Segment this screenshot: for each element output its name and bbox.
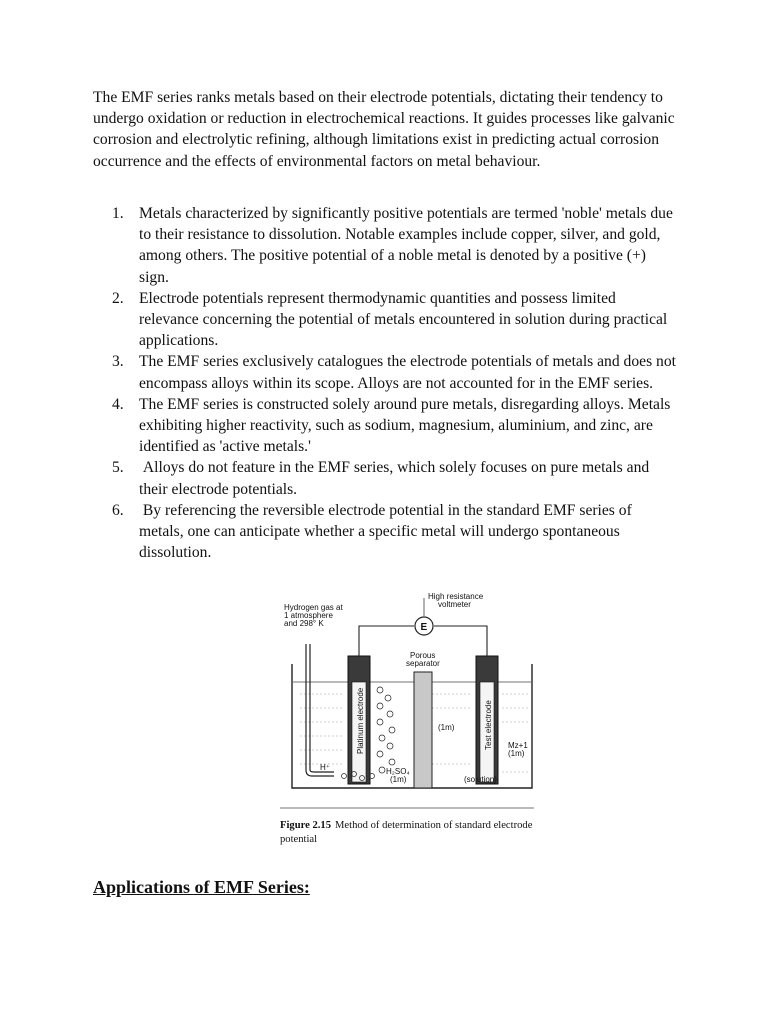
voltmeter-label-line1: High resistance xyxy=(428,592,484,601)
wire-right xyxy=(434,626,487,656)
list-number: 6. xyxy=(112,501,124,519)
voltmeter-label-line2: voltmeter xyxy=(438,600,471,609)
list-text: The EMF series exclusively catalogues the electrode potentials of metals and does not encompass alloys within its scope. Alloys are not accounted for in the EMF series. xyxy=(139,353,676,392)
list-number: 1. xyxy=(112,205,124,222)
list-item xyxy=(112,203,677,288)
voltmeter-symbol: E xyxy=(420,622,428,633)
list-item xyxy=(112,394,677,458)
hydrogen-label-line2: 1 atmosphere xyxy=(284,611,333,620)
test-electrode-label: Test electrode xyxy=(484,700,493,750)
metal-ion-label-line2: (1m) xyxy=(508,749,525,758)
electrochemical-cell-diagram xyxy=(270,586,542,816)
hydrogen-label-line3: and 298° K xyxy=(284,619,324,628)
solution-label: (solution) xyxy=(464,775,497,784)
list-text: The EMF series is constructed solely around pure metals, disregarding alloys. Metals exhibiting higher reactivity, such as sodium, magnesium, aluminium, and zinc, are identified as 'active metals.' xyxy=(139,395,671,456)
list-number: 4. xyxy=(112,395,124,413)
figure-caption-label: Figure 2.15 xyxy=(280,820,332,831)
platinum-electrode-label: Platinum electrode xyxy=(356,687,365,754)
wire-left xyxy=(359,626,414,656)
electrode-potential-figure xyxy=(270,586,542,852)
porous-separator xyxy=(414,672,432,788)
metal-ion-label-line1: Mz+1 xyxy=(508,741,528,750)
list-text: By referencing the reversible electrode potential in the standard EMF series of metals, one can anticipate whether a specific metal will undergo spontaneous dissolution. xyxy=(139,501,636,562)
applications-heading: Applications of EMF Series: xyxy=(93,877,310,897)
list-number: 3. xyxy=(112,353,124,371)
list-text: Alloys do not feature in the EMF series, which solely focuses on pure metals and their electrode potentials. xyxy=(139,459,654,498)
list-number: 5. xyxy=(112,459,124,477)
separator-label-line2: separator xyxy=(406,659,440,668)
list-item xyxy=(112,288,677,352)
list-text: Metals characterized by significantly positive potentials are termed 'noble' metals due to their resistance to dissolution. Notable examples include copper, silver, and gold, among others. The positive potential of a noble metal is denoted by a positive (+) sign. xyxy=(139,205,673,286)
list-item xyxy=(112,457,677,499)
list-number: 2. xyxy=(112,289,124,307)
h-plus-label: H⁺ xyxy=(320,763,330,772)
list-item xyxy=(112,351,677,393)
figure-caption xyxy=(280,819,542,847)
emf-limitations-list xyxy=(112,203,677,563)
intro-paragraph: The EMF series ranks metals based on their electrode potentials, dictating their tendency to undergo oxidation or reduction in electrochemical reactions. It guides processes like galvanic corrosion and electrolytic refining, although limitations exist in predicting actual corrosion occurrence and the effects of environmental factors on metal behaviour. xyxy=(93,89,675,170)
figure-caption-text: Method of determination of standard electrode potential xyxy=(280,820,533,845)
h2so4-label-line1: H₂SO₄ xyxy=(386,767,410,776)
concentration-label: (1m) xyxy=(438,723,455,732)
separator-label-line1: Porous xyxy=(410,651,436,660)
hydrogen-label-line1: Hydrogen gas at xyxy=(284,603,343,612)
h2so4-label-line2: (1m) xyxy=(390,775,407,784)
list-text: Electrode potentials represent thermodynamic quantities and possess limited relevance concerning the potential of metals encountered in solution during practical applications. xyxy=(139,289,668,350)
list-item xyxy=(112,500,677,564)
